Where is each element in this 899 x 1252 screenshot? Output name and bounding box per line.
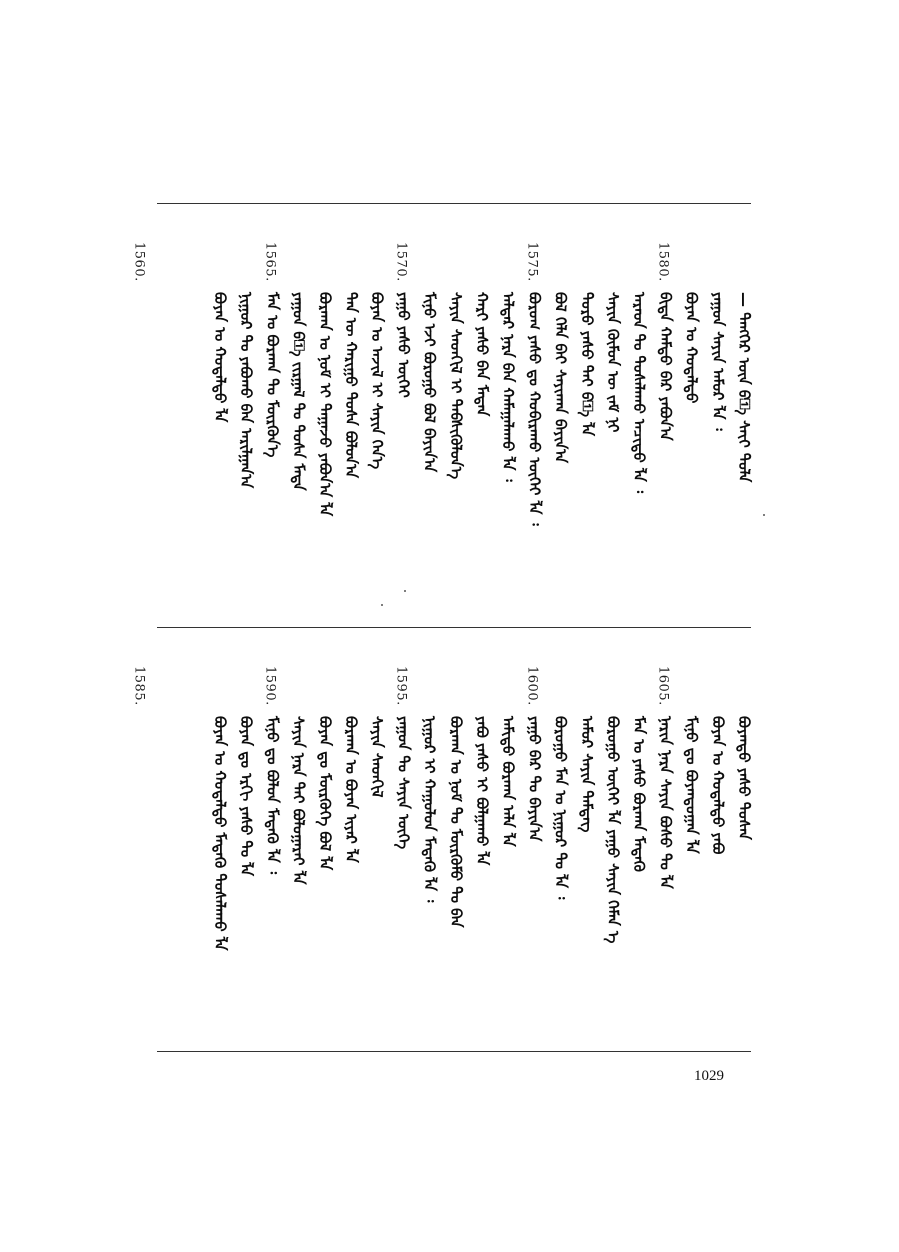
verse-line: ᠪᠤᠶᠠᠨ ᠳᠤ ᠮᠦᠷᠭᠦᠭᠡ ᠪᠤᠯ ᠯᠠ (315, 716, 334, 871)
line-number: 1580. (655, 242, 671, 282)
line-number: 1600. (524, 666, 540, 706)
line-number: 1590. (262, 666, 278, 706)
line-number: 1595. (393, 666, 409, 706)
speck (763, 514, 765, 516)
verse-line: ᠬᠠᠷᠢ ᠶᠠᠰᠤ ᠪᠠᠨ ᠮᠡᠳᠡᠨ (473, 292, 491, 417)
verse-line: ᠠᠯᠳᠠᠷ ᠨᠡᠷᠡ ᠪᠠᠨ ᠬᠠᠮᠠᠭᠠᠯᠠᠬᠤ ᠯᠠ ᠄ (499, 292, 518, 482)
verse-line: ᠪᠢᠳᠡ ᠬᠠᠮᠲᠤ ᠪᠡᠷ ᠶᠠᠪᠤᠨ᠎ᠠ (656, 292, 675, 441)
page-number: 1029 (694, 1068, 724, 1084)
top-rule (157, 203, 751, 204)
verse-line: ᠠᠷᠠᠳ ᠲᠤ ᠲᠤᠰᠠᠯᠠᠬᠤ ᠠᠴᠢᠲᠤ ᠯᠠ ᠄ (630, 292, 649, 494)
line-number: 1575. (524, 242, 540, 282)
verse-line: ᠰᠠᠶᠢᠨ ᠰᠡᠳᠬᠢᠯ (368, 716, 387, 798)
speck (404, 590, 406, 592)
verse-line: ᠶᠠᠭᠤᠨ ᠪ᠋ᠡ ᠵᠢᠷᠭᠠᠯ ᠲᠤ ᠲᠤᠰᠠ ᠮᠡᠳᠡ (289, 292, 308, 491)
verse-line: ᠶᠠᠭᠤ ᠪᠠᠷ ᠲᠤ ᠪᠠᠶᠢᠨ᠎ᠠ (525, 716, 544, 842)
verse-line: ᠮᠢᠨᠦ ᠡᠵᠢ ᠪᠤᠷᠤᠭᠤ ᠪᠤᠯ ᠪᠠᠶᠢᠨ᠎ᠠ (420, 292, 439, 473)
verse-line: ᠨᠢᠭᠤᠷ ᠢ ᠬᠠᠭᠤᠯᠤᠨ ᠮᠡᠳᠡᠬᠦ ᠯᠠ ᠄ (420, 716, 439, 903)
verse-line: ᠨᠢᠭᠤᠷ ᠲᠤ ᠶᠠᠪᠤᠬᠤ ᠪᠠᠨ ᠠᠷᠢᠯᠭᠠᠨ᠎ᠠ (237, 292, 256, 489)
verse-line: ᠰᠠᠶᠢᠨ ᠬᠦᠮᠦᠨ ᠦ ᠵᠠᠮ ᠨᠢ (604, 292, 622, 433)
verse-line: ᠪᠤᠷᠬᠠᠨ ᠤ ᠪᠤᠶᠠᠨ ᠢᠶᠠᠷ ᠯᠠ (342, 716, 360, 863)
verse-line: ᠰᠠᠶᠢᠨ ᠰᠡᠳᠬᠢᠯ ᠢ ᠳᠡᠪᠰᠢᠭᠦᠯᠦᠨ᠎ᠡ (446, 292, 465, 480)
verse-line: ᠪᠤᠷᠤᠭᠤ ᠦᠭᠡᠢ ᠯᠠ ᠶᠠᠭᠤ ᠰᠠᠶᠢᠨ ᠬᠡᠮᠡᠨ ᠡ (604, 716, 622, 944)
verse-line: ᠲᠤᠷᠤ ᠶᠠᠰᠤ ᠲᠠᠢ ᠪ᠋ᠡ ᠯᠡ (577, 292, 596, 437)
middle-rule (157, 627, 751, 628)
verse-line: ᠰᠠᠶᠢᠨ ᠨᠡᠷᠡ ᠲᠠᠢ ᠪᠤᠯᠤᠭᠠᠷᠠᠢ ᠯᠠ (289, 716, 308, 885)
line-number: 1585. (131, 666, 147, 706)
verse-line: ᠶᠠᠭᠤᠨ ᠲᠤ ᠰᠠᠶᠢᠨ ᠦᠭᠡ (394, 716, 413, 850)
verse-line: ᠪᠤᠶᠠᠨ ᠤ ᠬᠤᠳᠠᠯᠳᠤ ᠶᠠᠪᠤ (708, 716, 727, 855)
speck (381, 604, 383, 606)
verse-line: ᠠᠮᠢᠳᠤ ᠪᠤᠷᠬᠠᠨ ᠠᠯᠠ ᠯᠠ (499, 716, 518, 847)
verse-line: ᠠᠮᠤᠷ ᠰᠠᠶᠢᠨ ᠲᠡᠮᠳᠡᠭ (577, 716, 596, 833)
line-number: 1565. (262, 242, 278, 282)
bottom-rule (157, 1051, 751, 1052)
verse-line: ᠲᠡᠨ ᠦ ᠬᠠᠷᠢᠭᠤ ᠲᠤᠰᠠ ᠪᠤᠯᠤᠨ᠎ᠠ (342, 292, 360, 479)
verse-line: ᠮᠠᠨ ᠤ ᠶᠠᠰᠤ ᠪᠤᠷᠬᠠᠨ ᠮᠡᠳᠡᠬᠦ (630, 716, 649, 872)
verse-line: ᠪᠤᠶᠠᠨ ᠤ ᠬᠤᠳᠠᠯᠳᠤ (682, 292, 701, 404)
verse-line: ᠪᠤᠷᠬᠠᠨ ᠤ ᠨᠣᠮ ᠢ ᠳᠠᠭᠠᠵᠤ ᠶᠠᠪᠤᠨ᠎ᠠ ᠯᠠ (315, 292, 334, 517)
verse-line: ᠪᠤᠶᠠᠨ ᠤ ᠬᠤᠳᠠᠯᠳᠤ ᠯᠠ (211, 292, 229, 423)
verse-line: ᠪᠤᠶᠠᠨ ᠤ ᠬᠤᠳᠠᠯᠳᠤ ᠮᠡᠳᠡᠬᠦ ᠲᠤᠰᠠᠯᠠᠬᠤ ᠯᠠ (211, 716, 229, 951)
line-number: 1570. (393, 242, 409, 282)
verse-line: ᠪᠤᠶᠠᠨ ᠳᠤ ᠡᠷᠬᠢ ᠶᠠᠰᠤ ᠲᠤ ᠯᠠ (237, 716, 256, 877)
verse-line: ᠮᠢᠨᠦ ᠳᠤ ᠪᠤᠯᠤᠨ ᠮᠡᠳᠡᠬᠦ ᠯᠠ ᠄ (263, 716, 282, 875)
verse-line: ᠪᠤᠶᠠᠨᠳᠤ ᠶᠠᠰᠤ ᠲᠤᠰᠠᠨ (735, 716, 753, 840)
verse-line: ᠶᠠᠭᠤ ᠶᠠᠰᠤ ᠦᠭᠡᠢ (394, 292, 413, 398)
line-number: 1560. (131, 242, 147, 282)
verse-line: ᠮᠢᠨᠦ ᠳᠤ ᠪᠤᠶᠠᠨᠳᠤᠭᠠᠨ ᠯᠠ (682, 716, 701, 854)
verse-line: ᠪᠤᠯ ᠬᠡᠯᠡ ᠪᠠᠢ ᠰᠠᠶᠢᠬᠠᠨ ᠪᠠᠶᠢᠨ᠎ᠠ (551, 292, 570, 464)
verse-line: ᠪᠤᠶᠠᠨ ᠤ ᠠᠵᠢᠯ ᠢ ᠰᠠᠶᠢᠨ ᠭᠡᠨ᠎ᠡ (368, 292, 387, 470)
verse-line: ᠶᠠᠪᠤ ᠶᠠᠰᠤ ᠢ ᠪᠤᠯᠭᠠᠬᠤ ᠯᠠ (473, 716, 491, 866)
verse-line: ᠪᠤᠷᠤᠭ ᠶᠠᠰᠤ ᠳᠤ ᠬᠤᠪᠢᠷᠠᠬᠤ ᠦᠭᠡᠢ ᠯᠠ ᠄ (525, 292, 544, 526)
verse-line: — ᠲᠡᠩᠭᠡᠷ ᠦᠨ ᠪ᠋ᠡ ᠰᠠᠶ᠋ᠢ ᠲᠤᠯᠠ (735, 292, 753, 483)
verse-line: ᠪᠤᠷᠤᠭᠤ ᠮᠠᠨ ᠤ ᠨᠢᠭᠤᠷ ᠲᠤ ᠯᠠ ᠄ (551, 716, 570, 900)
verse-line: ᠶᠠᠭᠤᠨ ᠰᠠᠶᠢᠨ ᠠᠮᠤᠷ ᠯᠠ ᠄ (708, 292, 727, 431)
verse-line: ᠮᠠᠨ ᠤ ᠪᠤᠷᠬᠠᠨ ᠲᠤ ᠮᠦᠷᠭᠦᠨ᠎ᠡ (263, 292, 282, 458)
verse-line: ᠪᠤᠷᠬᠠᠨ ᠤ ᠨᠣᠮ ᠲᠤ ᠮᠦᠷᠭᠦᠮᠦ ᠲᠤ ᠪᠠᠨ (446, 716, 465, 928)
verse-line: ᠨᠠᠷᠢᠨ ᠨᠡᠷᠡ ᠰᠠᠶᠢᠨ ᠪᠤᠰᠤ ᠲᠤ ᠯᠠ (656, 716, 675, 889)
line-number: 1605. (655, 666, 671, 706)
